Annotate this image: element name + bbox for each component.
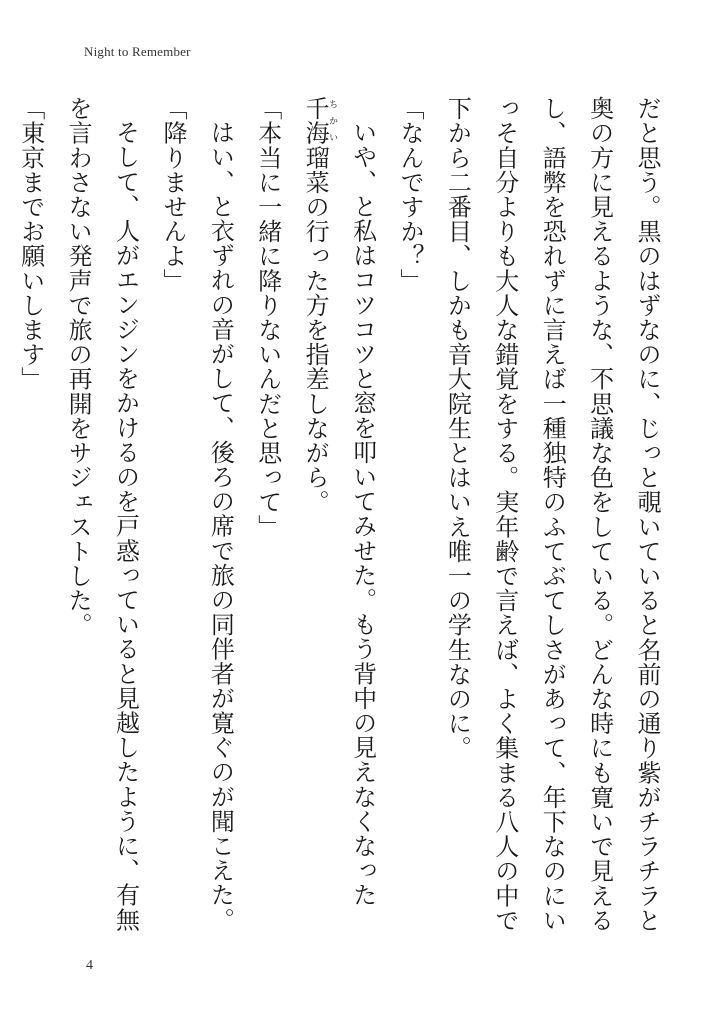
- dialogue-line: 「降りませんよ」: [158, 96, 187, 293]
- page-number: 4: [86, 958, 93, 973]
- paragraph-text: 瑠菜の行った方を指差しながら。: [301, 145, 330, 515]
- body-text: [0, 96, 670, 936]
- paragraph: だと思う。黒のはずなのに、じっと覗いていると名前の通り紫がチラチラと奥の方に見えるような、不思議な色をしている。どんな時にも寛いで見えるし、語弊を恐れずに言えば一種独特のふてぶてしさがあって、年下なのにいっそ自分よりも大人な錯覚をする。実年齢で言えば、よく集まる八人の中で下から二番目、しかも音大院生とはいえ唯一の学生なのに。: [443, 96, 661, 933]
- paragraph: [0, 96, 6, 936]
- ruby-annotated-name: [301, 96, 338, 146]
- paragraph: そして、人がエンジンをかけるのを戸惑っていると見越したように、有無を言わさない発声で旅の再開をサジェストした。: [64, 96, 140, 932]
- dialogue-line: 「本当に一緒に降りないんだと思って」: [253, 96, 282, 539]
- paragraph: [291, 96, 386, 936]
- ruby-base: 千海: [301, 96, 330, 146]
- ruby-reading: ちかい: [327, 96, 338, 146]
- paragraph-text: いや、と私はコツコツと窓を叩いてみせた。もう背中の見えなくなった: [348, 120, 377, 908]
- dialogue-line: 「東京までお願いします」: [16, 96, 45, 392]
- paragraph: はい、と衣ずれの音がして、後ろの席で旅の同伴者が寛ぐのが聞こえた。: [206, 120, 235, 932]
- running-header: Night to Remember: [84, 44, 191, 59]
- dialogue-line: 「なんですか？」: [395, 96, 424, 293]
